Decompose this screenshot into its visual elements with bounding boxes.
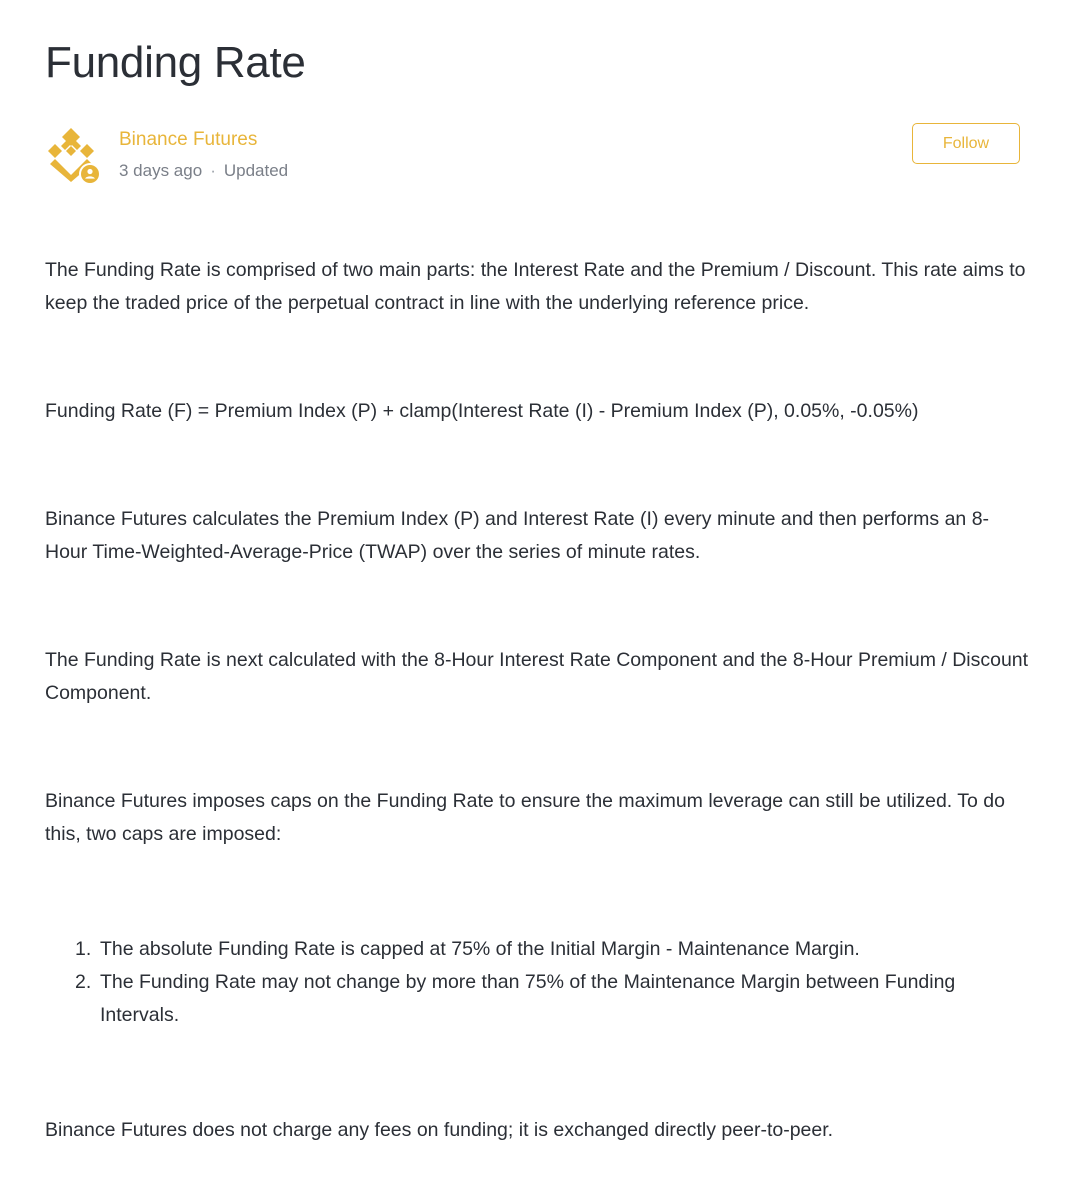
user-badge-icon (79, 163, 101, 185)
follow-button[interactable]: Follow (912, 123, 1020, 164)
author-meta (119, 159, 288, 183)
updated-label: Updated (223, 161, 289, 180)
list-item-text: The absolute Funding Rate is capped at 75% of the Initial Margin - Maintenance Margin. (100, 938, 860, 960)
funding-rate-formula: Funding Rate (F) = Premium Index (P) + clamp(Interest Rate (I) - Premium Index (P), 0.05%, -0.05%) (45, 400, 919, 422)
binance-logo-icon[interactable] (45, 126, 101, 186)
article-paragraph: The Funding Rate is comprised of two main parts: the Interest Rate and the Premium / Discount. This rate aims to keep the traded price of the perpetual contract in line with the underlying reference price. (45, 259, 1026, 314)
list-item-number: 1. (75, 938, 92, 960)
author-name-link[interactable]: Binance Futures (119, 129, 258, 150)
list-item-text: The Funding Rate may not change by more than 75% of the Maintenance Margin between Funding Intervals. (100, 971, 956, 1026)
page-title: Funding Rate (45, 38, 306, 87)
article-paragraph: Binance Futures imposes caps on the Funding Rate to ensure the maximum leverage can still be utilized. To do this, two caps are imposed: (45, 790, 1005, 845)
meta-separator: · (210, 161, 216, 180)
article-paragraph: Binance Futures calculates the Premium Index (P) and Interest Rate (I) every minute and then performs an 8-Hour Time-Weighted-Average-Price (TWAP) over the series of minute rates. (45, 508, 990, 563)
publish-time: 3 days ago (119, 161, 203, 180)
list-item-number: 2. (75, 971, 92, 993)
list-item (45, 966, 960, 1032)
article-paragraph: The Funding Rate is next calculated with the 8-Hour Interest Rate Component and the 8-Hour Premium / Discount Component. (45, 649, 1029, 704)
caps-list (45, 933, 1030, 1032)
list-item (45, 933, 960, 966)
article-paragraph: Binance Futures does not charge any fees on funding; it is exchanged directly peer-to-peer. (45, 1119, 834, 1141)
author-block (45, 126, 1025, 190)
